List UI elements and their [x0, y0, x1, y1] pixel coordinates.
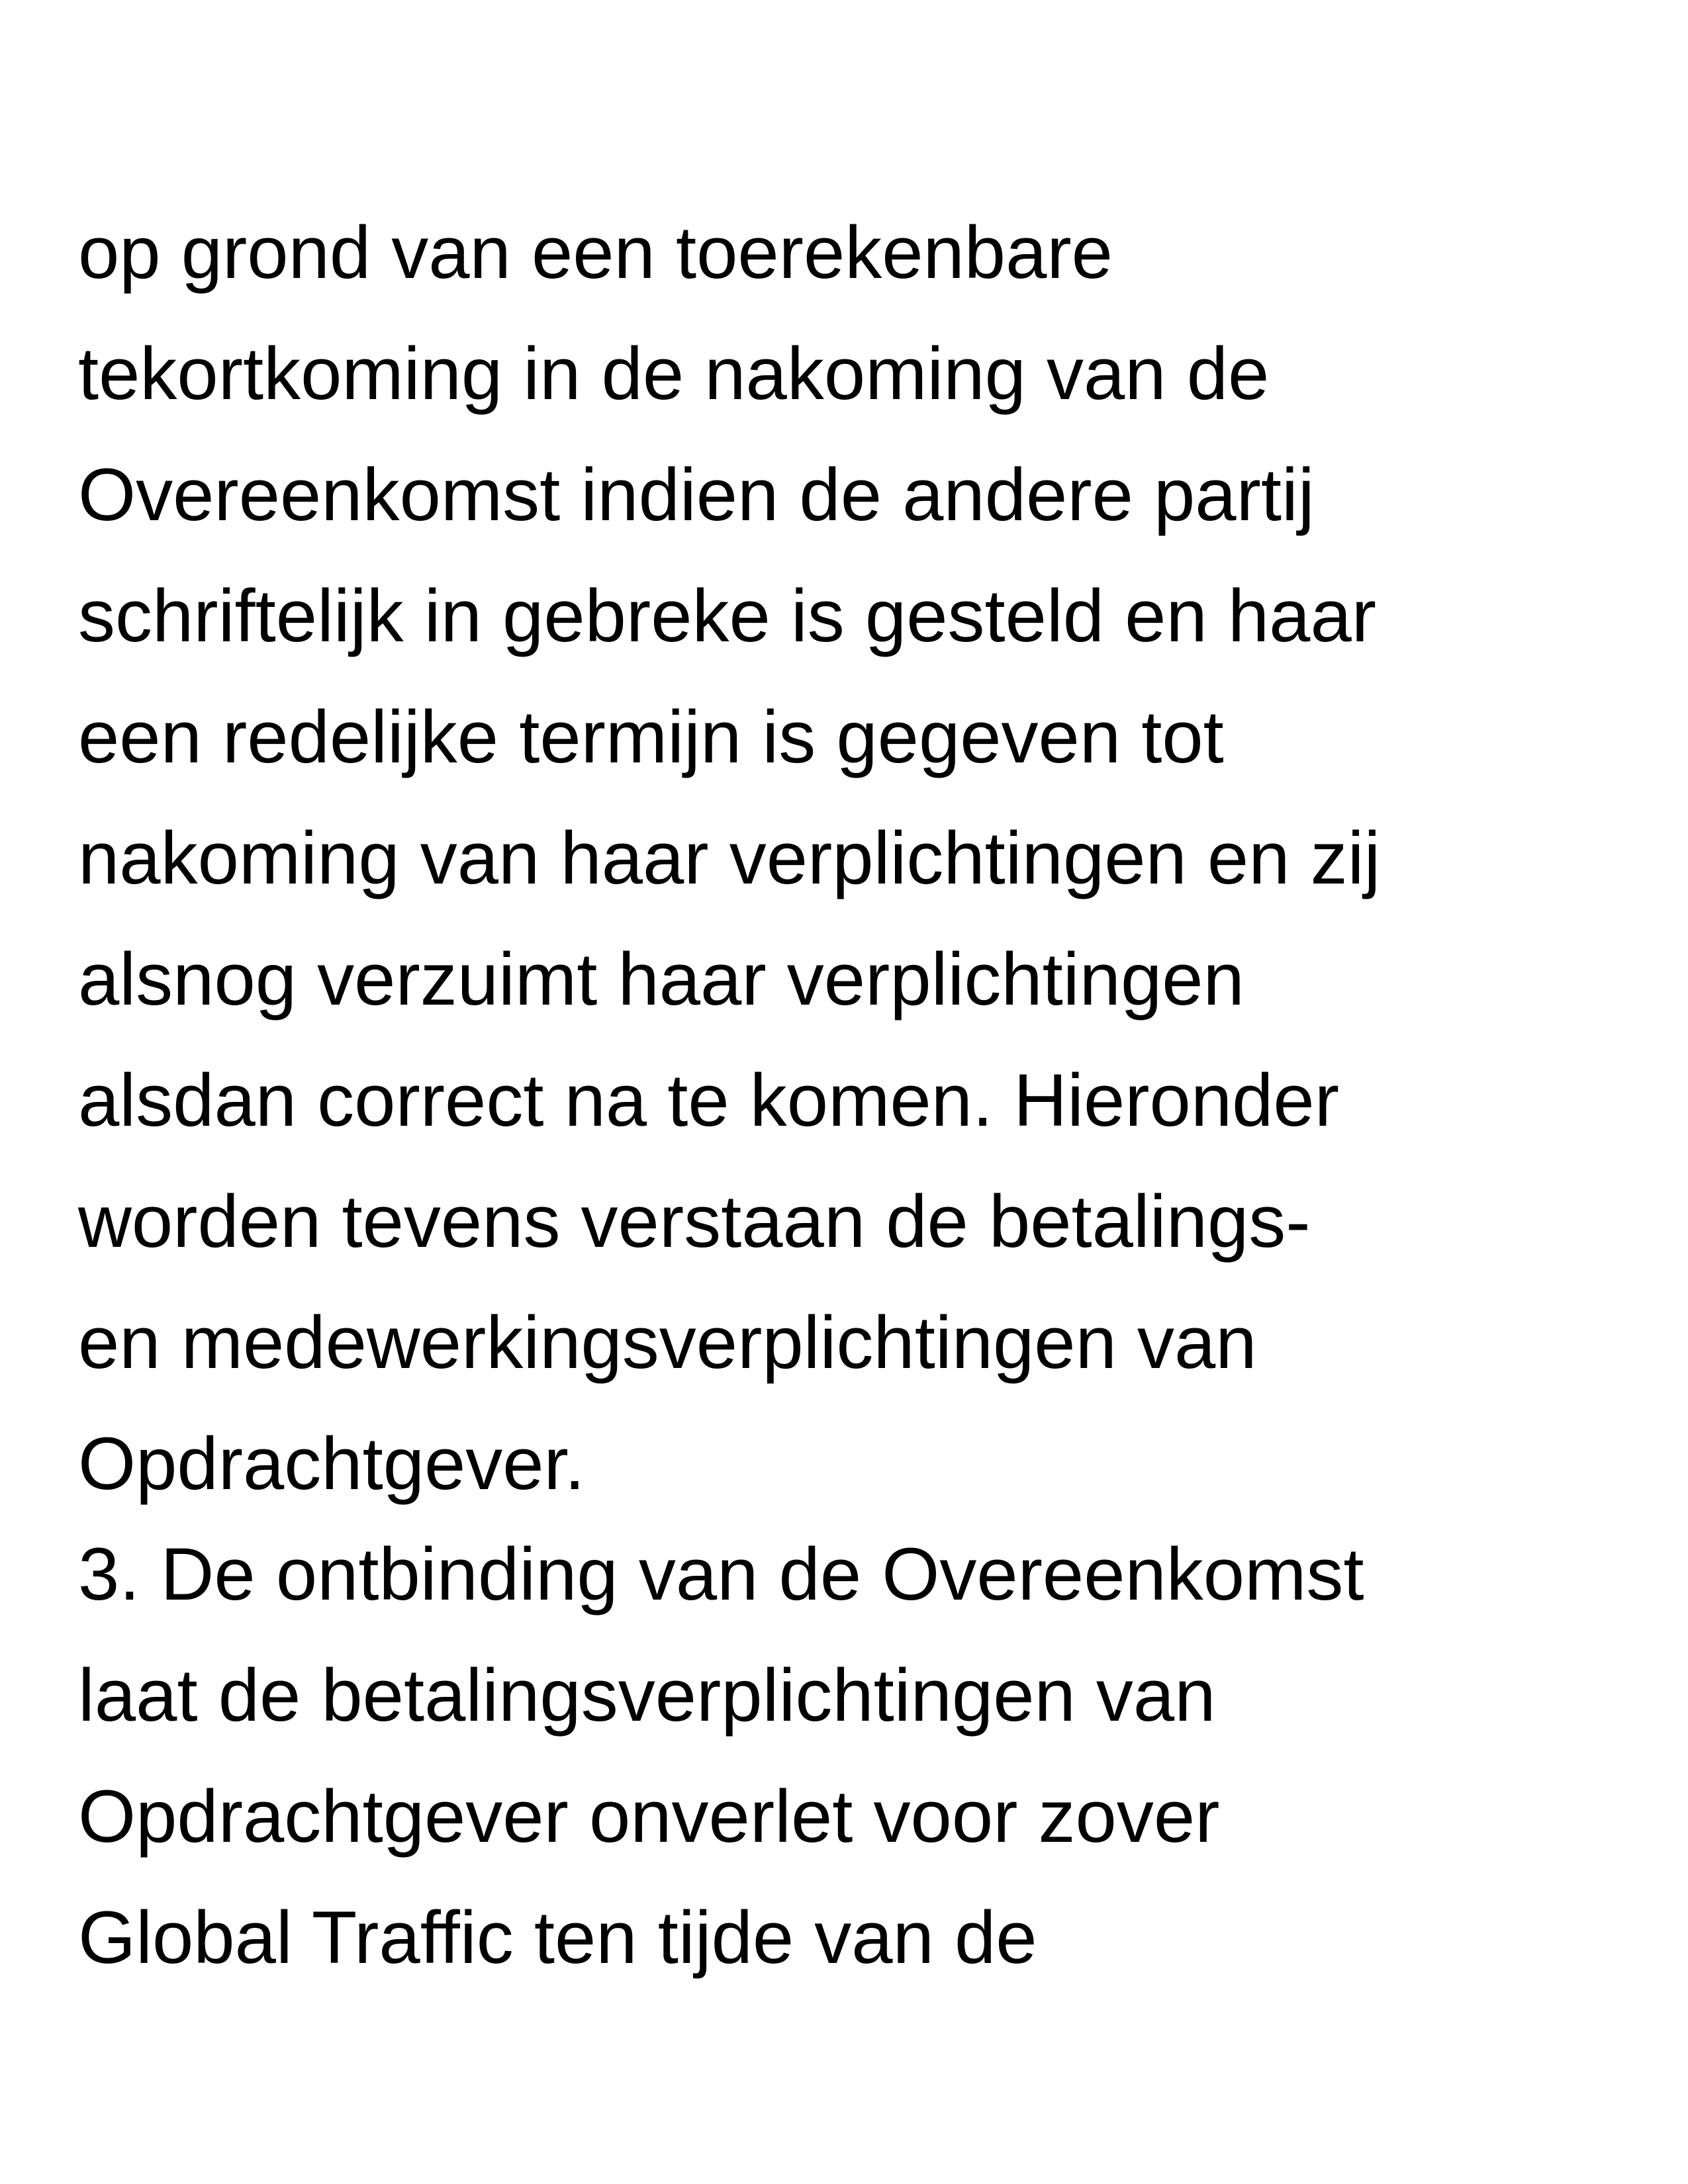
text-line: laat de betalingsverplichtingen van	[78, 1654, 1216, 1737]
text-line: schriftelijk in gebreke is gesteld en haar	[78, 574, 1377, 657]
text-line: nakoming van haar verplichtingen en zij	[78, 817, 1381, 899]
paragraph-clause-3	[78, 1514, 1634, 1998]
text-line: een redelijke termijn is gegeven tot	[78, 696, 1224, 778]
text-line: Global Traffic ten tijde van de	[78, 1896, 1037, 1979]
text-line: 3. De ontbinding van de Overeenkomst	[78, 1533, 1364, 1615]
text-line: en medewerkingsverplichtingen van	[78, 1301, 1257, 1384]
text-line: Opdrachtgever onverlet voor zover	[78, 1775, 1220, 1858]
text-line: op grond van een toerekenbare	[78, 211, 1113, 294]
text-line: alsdan correct na te komen. Hieronder	[78, 1059, 1339, 1142]
text-line: worden tevens verstaan de betalings-	[78, 1180, 1311, 1263]
text-line: alsnog verzuimt haar verplichtingen	[78, 938, 1244, 1021]
paragraph-continuation	[78, 192, 1634, 1524]
text-line: Overeenkomst indien de andere partij	[78, 453, 1315, 536]
text-line: tekortkoming in de nakoming van de	[78, 332, 1270, 415]
text-line: Opdrachtgever.	[78, 1422, 585, 1505]
